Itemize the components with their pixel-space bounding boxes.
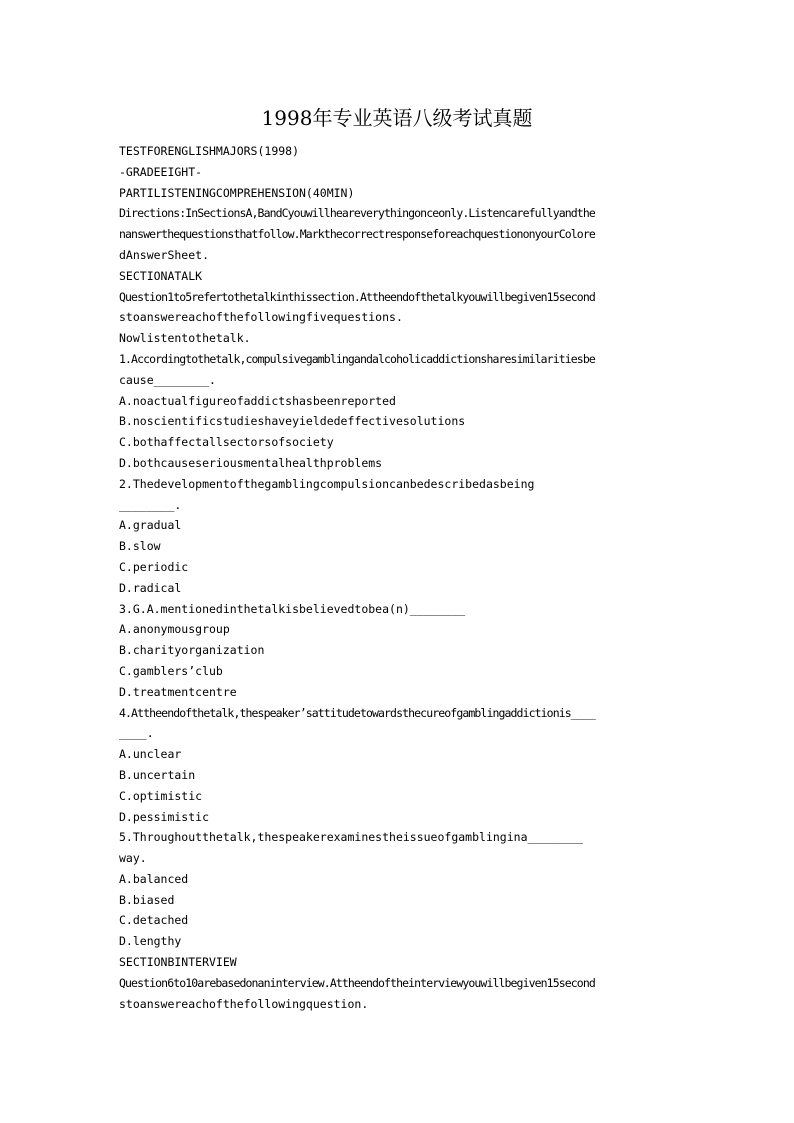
question-text: 3.G.A.mentionedinthetalkisbelievedtobea(n)________ <box>119 601 466 616</box>
listen-prompt: Nowlistentothetalk. <box>119 331 251 346</box>
question-text: 4.Attheendofthetalk,thespeaker’sattitudetowardsthecureofgamblingaddictionis____ <box>119 705 595 720</box>
answer-option: B.uncertain <box>119 767 196 782</box>
answer-option: D.bothcauseseriousmentalhealthproblems <box>119 455 383 470</box>
answer-option: D.pessimistic <box>119 809 210 824</box>
directions-line: Directions:InSectionsA,BandCyouwillheareverythingonceonly.Listencarefullyandthe <box>119 206 595 221</box>
answer-option: B.noscientificstudieshaveyieldedeffectivesolutions <box>119 414 466 429</box>
section-instruction-line: Question1to5refertothetalkinthissection.Attheendofthetalkyouwillbegiven15second <box>119 289 595 304</box>
section-instruction-line: stoanswereachofthefollowingquestion. <box>119 996 369 1011</box>
directions-line: dAnswerSheet. <box>119 247 210 262</box>
grade-heading: -GRADEEIGHT- <box>119 164 203 179</box>
section-instruction-line: Question6to10arebasedonaninterview.Attheendoftheinterviewyouwillbegiven15second <box>119 975 595 990</box>
answer-option: C.periodic <box>119 559 189 574</box>
question-text: 5.Throughoutthetalk,thespeakerexaminestheissueofgamblingina________ <box>119 830 583 845</box>
answer-option: A.anonymousgroup <box>119 622 230 637</box>
answer-option: B.charityorganization <box>119 643 265 658</box>
question-text: way. <box>119 851 147 866</box>
section-instruction-line: stoanswereachofthefollowingfivequestions. <box>119 310 403 325</box>
document-title: 1998年专业英语八级考试真题 <box>261 106 533 130</box>
answer-option: C.gamblers’club <box>119 663 223 678</box>
answer-option: C.bothaffectallsectorsofsociety <box>119 435 334 450</box>
answer-option: D.radical <box>119 580 182 595</box>
answer-option: D.treatmentcentre <box>119 684 237 699</box>
answer-option: C.detached <box>119 913 189 928</box>
answer-option: A.unclear <box>119 747 182 762</box>
section-heading: SECTIONBINTERVIEW <box>119 955 237 970</box>
part-heading: PARTILISTENINGCOMPREHENSION(40MIN) <box>119 185 355 200</box>
question-text: ____. <box>119 726 154 741</box>
answer-option: A.gradual <box>119 518 182 533</box>
question-text: 1.Accordingtothetalk,compulsivegamblingandalcoholicaddictionsharesimilaritiesbe <box>119 351 595 366</box>
directions-line: nanswerthequestionsthatfollow.MarkthecorrectresponseforeachquestiononyourColore <box>119 227 595 242</box>
question-text: ________. <box>119 497 182 512</box>
section-heading: SECTIONATALK <box>119 268 203 283</box>
answer-option: A.balanced <box>119 871 189 886</box>
test-heading: TESTFORENGLISHMAJORS(1998) <box>119 144 300 158</box>
answer-option: D.lengthy <box>119 934 182 949</box>
answer-option: C.optimistic <box>119 788 203 803</box>
answer-option: B.slow <box>119 539 161 554</box>
answer-option: A.noactualfigureofaddictshasbeenreported <box>119 393 396 408</box>
document-body <box>119 141 679 1014</box>
answer-option: B.biased <box>119 892 175 907</box>
question-text: cause________. <box>119 372 216 387</box>
question-text: 2.Thedevelopmentofthegamblingcompulsioncanbedescribedasbeing <box>119 476 535 491</box>
